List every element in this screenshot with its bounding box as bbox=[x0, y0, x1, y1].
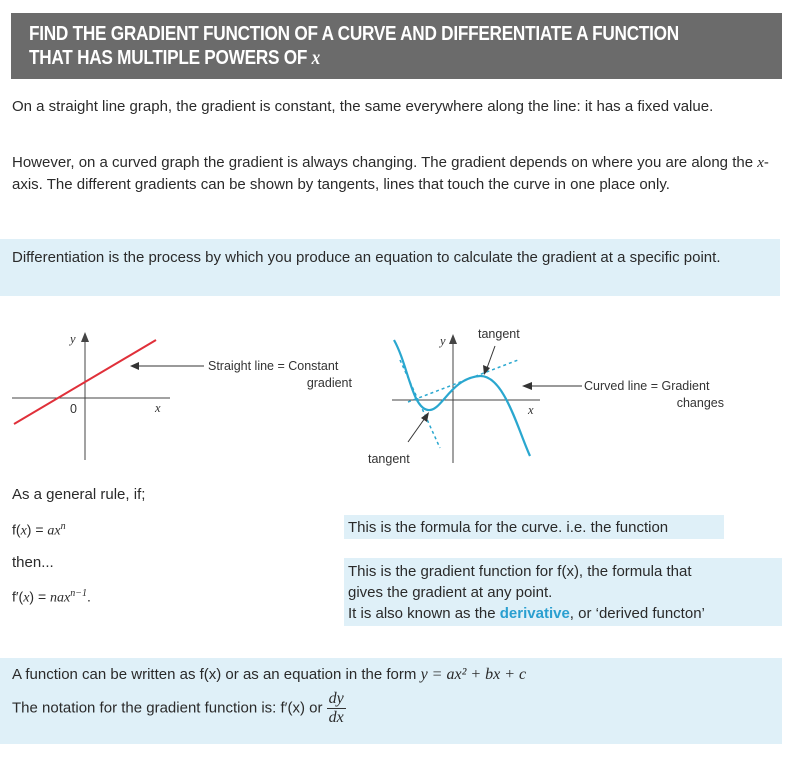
f-var: x bbox=[20, 523, 27, 539]
fp-end: . bbox=[87, 588, 91, 605]
rule-then: then... bbox=[12, 554, 54, 571]
right-y-label: y bbox=[440, 334, 446, 348]
definition-box bbox=[0, 239, 780, 296]
left-y-label: y bbox=[70, 332, 76, 346]
definition-text: Differentiation is the process by which you produce an equation to calculate the gradient at a specific point. bbox=[12, 249, 721, 266]
intro-p2-part-b: -axis. The different gradients can be shown by tangents, lines that touch the curve in one place only. bbox=[12, 154, 769, 193]
tangent-top-label: tangent bbox=[478, 327, 520, 341]
intro-paragraph-2 bbox=[12, 152, 787, 196]
header-var-x: x bbox=[311, 47, 320, 69]
left-x-label: x bbox=[155, 401, 161, 415]
gradient-note-3a: It is also known as the bbox=[348, 605, 500, 622]
fp-exp: n−1 bbox=[70, 588, 87, 599]
pointer-arrow-icon bbox=[483, 365, 490, 375]
notation-line-2 bbox=[12, 690, 770, 727]
tangent-bottom-label: tangent bbox=[368, 452, 410, 466]
arrow-left-icon bbox=[130, 362, 139, 370]
left-origin-label: 0 bbox=[70, 402, 77, 416]
left-annotation-line-2: gradient bbox=[306, 376, 352, 390]
intro-paragraph-1: On a straight line graph, the gradient is constant, the same everywhere along the line: it has a fixed value. bbox=[12, 98, 714, 115]
fp-var: x bbox=[23, 590, 30, 606]
header-line-2-text: THAT HAS MULTIPLE POWERS OF bbox=[29, 47, 312, 69]
intro-p2-var: x bbox=[757, 155, 764, 171]
cubic-curve bbox=[394, 340, 530, 456]
notation-line-2-text: The notation for the gradient function is: f′(x) or bbox=[12, 699, 327, 717]
left-y-arrow-icon bbox=[81, 332, 89, 342]
gradient-note-line-2: gives the gradient at any point. bbox=[348, 584, 553, 601]
quadratic-equation: y = ax² + bx + c bbox=[420, 666, 527, 683]
gradient-note-line-3 bbox=[348, 603, 778, 624]
header-line-1: FIND THE GRADIENT FUNCTION OF A CURVE AND DIFFERENTIATE A FUNCTION bbox=[29, 23, 679, 45]
gradient-note bbox=[344, 558, 782, 626]
derivative-formula bbox=[12, 583, 91, 610]
right-x-label: x bbox=[528, 403, 534, 417]
tangent-top-pointer bbox=[487, 346, 495, 368]
rule-intro: As a general rule, if; bbox=[12, 486, 146, 503]
header-line-2 bbox=[29, 46, 661, 70]
right-annotation-line-2: changes bbox=[676, 396, 724, 410]
notation-line-1 bbox=[12, 664, 770, 686]
notation-box bbox=[0, 658, 782, 744]
formula-note: This is the formula for the curve. i.e. the function bbox=[344, 515, 724, 539]
gradient-note-3c: , or ‘derived functon’ bbox=[569, 605, 705, 622]
f-exp: n bbox=[60, 521, 66, 532]
f-right: ) = bbox=[26, 521, 48, 538]
frac-denominator: dx bbox=[328, 709, 344, 726]
fp-expr: nax bbox=[50, 590, 71, 606]
dy-dx-fraction bbox=[327, 690, 346, 727]
right-annotation-line-1: Curved line = Gradient bbox=[584, 379, 710, 393]
left-annotation-line-1: Straight line = Constant bbox=[208, 359, 339, 373]
tangent-bottom-pointer bbox=[408, 418, 425, 442]
derivative-term: derivative bbox=[499, 605, 570, 622]
arrow-left-icon-2 bbox=[522, 382, 532, 390]
left-annotation-arrow bbox=[130, 360, 205, 372]
page-header bbox=[11, 13, 782, 79]
right-annotation bbox=[584, 378, 724, 412]
frac-numerator: dy bbox=[328, 690, 344, 707]
tangent-line-steep bbox=[400, 360, 440, 448]
fp-right: ) = bbox=[29, 588, 51, 605]
straight-line-graph bbox=[0, 320, 200, 470]
f-expr: ax bbox=[47, 523, 61, 539]
fp-left: f′( bbox=[12, 588, 24, 605]
gradient-note-line-1: This is the gradient function for f(x), the formula that bbox=[348, 563, 692, 580]
intro-p2-part-a: However, on a curved graph the gradient is always changing. The gradient depends on where you are along the bbox=[12, 154, 758, 171]
f-left: f( bbox=[12, 521, 21, 538]
function-formula bbox=[12, 516, 66, 543]
left-annotation bbox=[208, 358, 358, 392]
right-y-arrow-icon bbox=[449, 334, 457, 344]
notation-line-1-text: A function can be written as f(x) or as an equation in the form bbox=[12, 666, 421, 683]
